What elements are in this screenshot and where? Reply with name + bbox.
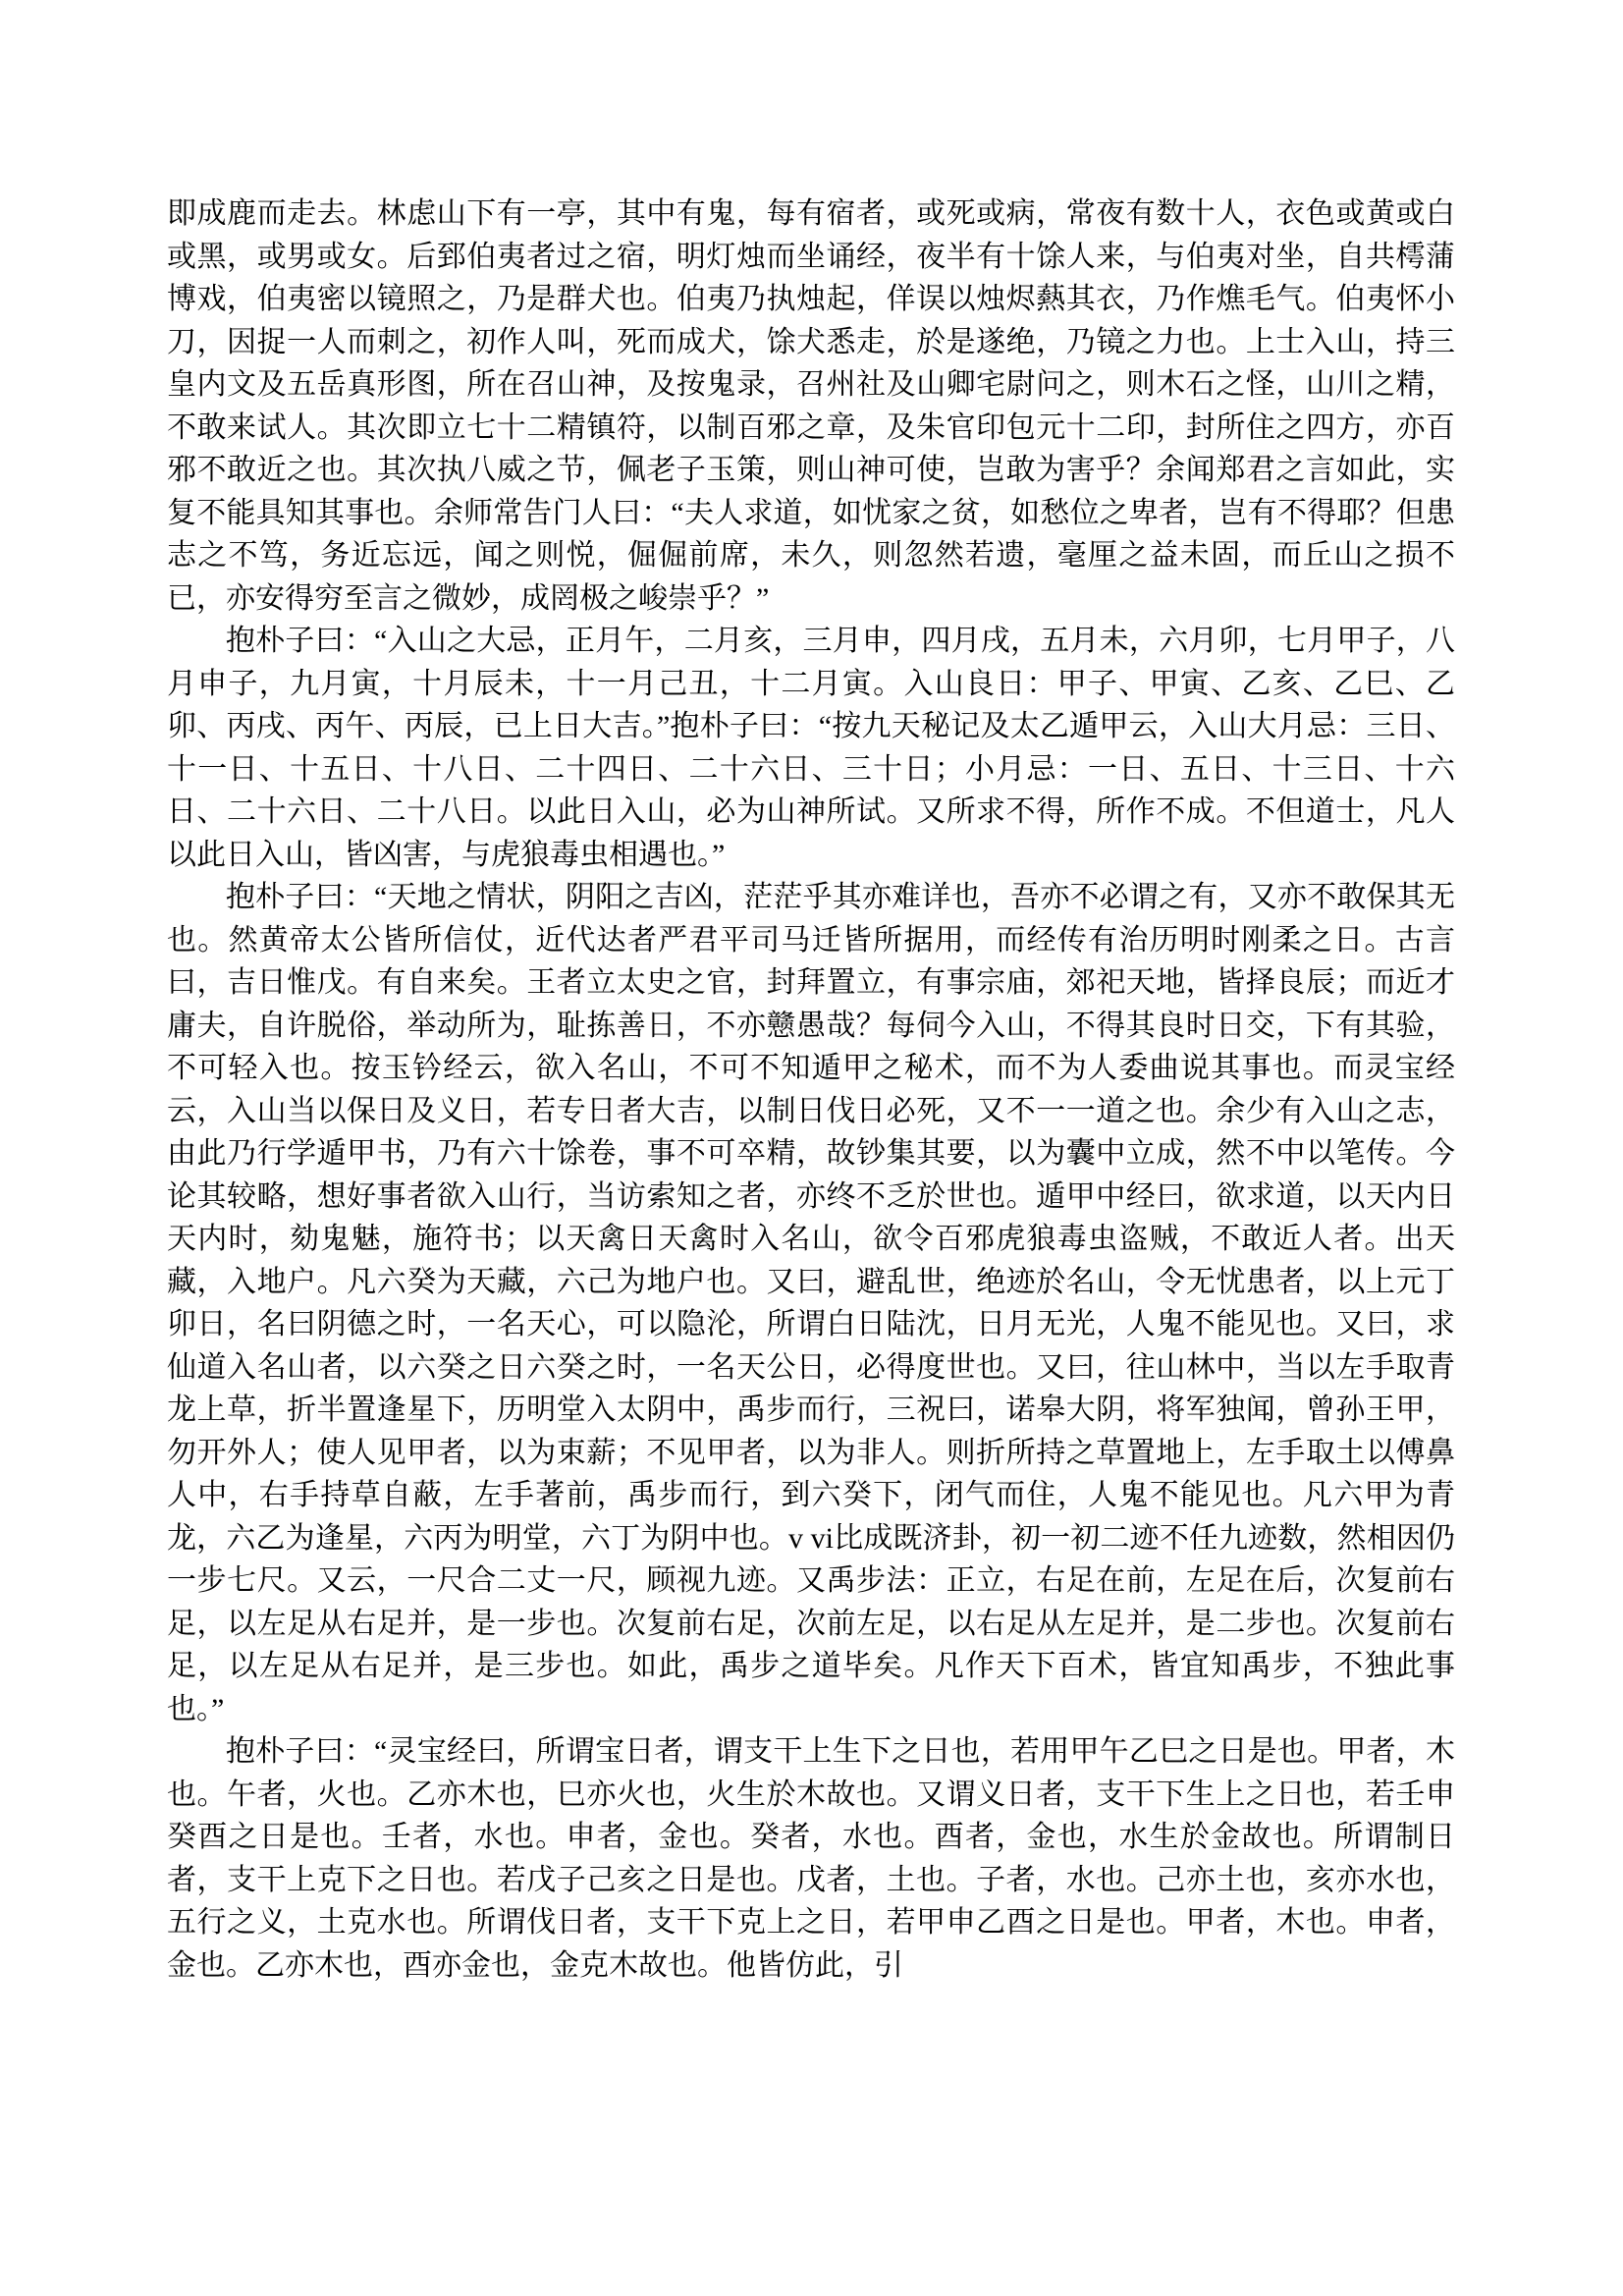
paragraph-1: 即成鹿而走去。林虑山下有一亭，其中有鬼，每有宿者，或死或病，常夜有数十人，衣色或黄或白或黑，或男或女。后郅伯夷者过之宿，明灯烛而坐诵经，夜半有十馀人来，与伯夷对坐，自共樗蒲博戏，伯夷密以镜照之，乃是群犬也。伯夷乃执烛起，佯误以烛烬爇其衣，乃作燋毛气。伯夷怀小刀，因捉一人而刺之，初作人叫，死而成犬，馀犬悉走，於是遂绝，乃镜之力也。上士入山，持三皇内文及五岳真形图，所在召山神，及按鬼录，召州社及山卿宅尉问之，则木石之怪，山川之精，不敢来试人。其次即立七十二精镇符，以制百邪之章，及朱官印包元十二印，封所住之四方，亦百邪不敢近之也。其次执八威之节，佩老子玉策，则山神可使，岂敢为害乎？余闻郑君之言如此，实复不能具知其事也。余师常告门人曰：“夫人求道，如忧家之贫，如愁位之卑者，岂有不得耶？但患志之不笃，务近忘远，闻之则悦，倔倔前席，未久，则忽然若遗，毫厘之益未固，而丘山之损不已，亦安得穷至言之微妙，成罔极之峻崇乎？”: [167, 197, 1455, 615]
paragraph-3: 抱朴子曰：“天地之情状，阴阳之吉凶，茫茫乎其亦难详也，吾亦不必谓之有，又亦不敢保其无也。然黄帝太公皆所信仗，近代达者严君平司马迁皆所据用，而经传有治历明时刚柔之日。古言曰，吉日惟戊。有自来矣。王者立太史之官，封拜置立，有事宗庙，郊祀天地，皆择良辰；而近才庸夫，自许脱俗，举动所为，耻拣善日，不亦戆愚哉？每伺今入山，不得其良时日交，下有其验，不可轻入也。按玉钤经云，欲入名山，不可不知遁甲之秘术，而不为人委曲说其事也。而灵宝经云，入山当以保日及义日，若专日者大吉，以制日伐日必死，又不一一道之也。余少有入山之志，由此乃行学遁甲书，乃有六十馀卷，事不可卒精，故钞集其要，以为囊中立成，然不中以笔传。今论其较略，想好事者欲入山行，当访索知之者，亦终不乏於世也。遁甲中经曰，欲求道，以天内日天内时，劾鬼魅，施符书；以天禽日天禽时入名山，欲令百邪虎狼毒虫盗贼，不敢近人者。出天藏，入地户。凡六癸为天藏，六己为地户也。又曰，避乱世，绝迹於名山，令无忧患者，以上元丁卯日，名曰阴德之时，一名天心，可以隐沦，所谓白日陆沈，日月无光，人鬼不能见也。又曰，求仙道入名山者，以六癸之日六癸之时，一名天公日，必得度世也。又曰，往山林中，当以左手取青龙上草，折半置逢星下，历明堂入太阴中，禹步而行，三祝曰，诺皋大阴，将军独闻，曾孙王甲，勿开外人；使人见甲者，以为束薪；不见甲者，以为非人。则折所持之草置地上，左手取土以傅鼻人中，右手持草自蔽，左手著前，禹步而行，到六癸下，闭气而住，人鬼不能见也。凡六甲为青龙，六乙为逢星，六丙为明堂，六丁为阴中也。v vi比成既济卦，初一初二迹不任九迹数，然相因仍一步七尺。又云，一尺合二丈一尺，顾视九迹。又禹步法：正立，右足在前，左足在后，次复前右足，以左足从右足并，是一步也。次复前右足，次前左足，以右足从左足并，是二步也。次复前右足，以左足从右足并，是三步也。如此，禹步之道毕矣。凡作天下百术，皆宜知禹步，不独此事也。”: [167, 881, 1455, 1725]
paragraph-2: 抱朴子曰：“入山之大忌，正月午，二月亥，三月申，四月戌，五月未，六月卯，七月甲子，八月申子，九月寅，十月辰未，十一月己丑，十二月寅。入山良日：甲子、甲寅、乙亥、乙巳、乙卯、丙戌、丙午、丙辰，已上日大吉。”抱朴子曰：“按九天秘记及太乙遁甲云，入山大月忌：三日、十一日、十五日、十八日、二十四日、二十六日、三十日；小月忌：一日、五日、十三日、十六日、二十六日、二十八日。以此日入山，必为山神所试。又所求不得，所作不成。不但道士，凡人以此日入山，皆凶害，与虎狼毒虫相遇也。”: [167, 625, 1455, 871]
text-block: [167, 192, 1455, 1987]
paragraph-4: 抱朴子曰：“灵宝经曰，所谓宝日者，谓支干上生下之日也，若用甲午乙巳之日是也。甲者，木也。午者，火也。乙亦木也，巳亦火也，火生於木故也。又谓义日者，支干下生上之日也，若壬申癸酉之日是也。壬者，水也。申者，金也。癸者，水也。酉者，金也，水生於金故也。所谓制日者，支干上克下之日也。若戊子己亥之日是也。戊者，土也。子者，水也。己亦土也，亥亦水也，五行之义，土克水也。所谓伐日者，支干下克上之日，若甲申乙酉之日是也。甲者，木也。申者，金也。乙亦木也，酉亦金也，金克木故也。他皆仿此，引: [167, 1735, 1455, 1982]
